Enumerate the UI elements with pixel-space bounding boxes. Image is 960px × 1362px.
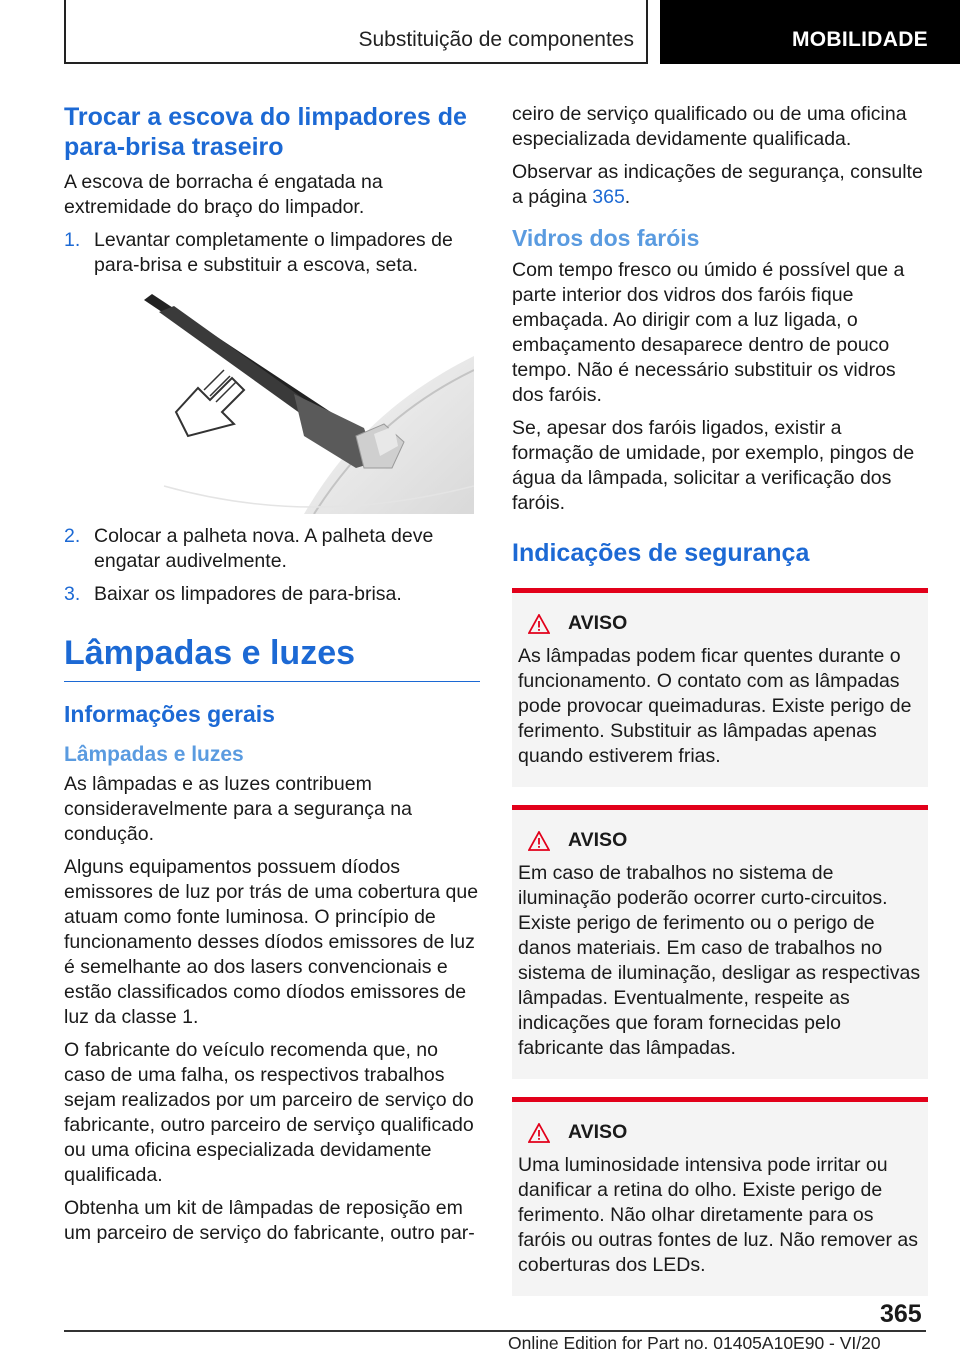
step-item <box>64 228 480 278</box>
warning-text: As lâmpadas podem ficar quentes durante o funcionamento. O contato com as lâmpadas pode provocar queimaduras. Existe perigo de ferimento. Substituir as lâmpadas apenas quando estiverem frias. <box>518 645 912 767</box>
sub-sub-heading: Lâmpadas e luzes <box>64 743 244 766</box>
paragraph: ceiro de serviço qualificado ou de uma oficina especializada devidamente qualificada. <box>512 103 907 150</box>
section-tab <box>660 0 960 64</box>
warning-box <box>512 1097 928 1296</box>
step-number: 2. <box>64 525 81 547</box>
warning-label: AVISO <box>568 612 628 634</box>
section-label: MOBILIDADE <box>792 28 928 51</box>
paragraph: As lâmpadas e as luzes contribuem consideravelmente para a segurança na condução. <box>64 773 412 845</box>
step-item <box>64 582 480 607</box>
warning-title <box>528 828 922 853</box>
safety-reference <box>512 160 928 210</box>
edition-text: Online Edition for Part no. 01405A10E90 - VI/20 <box>508 1333 881 1353</box>
warning-label: AVISO <box>568 829 628 851</box>
main-heading: Lâmpadas e luzes <box>64 633 480 682</box>
warning-title <box>528 611 922 636</box>
left-column <box>64 102 480 1254</box>
step-number: 1. <box>64 229 81 251</box>
step-text: Levantar completamente o limpadores de para-brisa e substituir a escova, seta. <box>94 229 453 276</box>
chapter-header <box>64 0 648 64</box>
paragraph: Se, apesar dos faróis ligados, existir a formação de umidade, por exemplo, pingos de água da lâmpada, solicitar a verificação dos faróis. <box>512 417 915 514</box>
safety-heading: Indicações de segurança <box>512 539 810 567</box>
paragraph: Alguns equipamentos possuem díodos emissores de luz por trás de uma cobertura que atuam como fonte luminosa. O princípio de funcionamento desses díodos emissores de luz é semelhante ao dos lasers convencionais e estão classificados como díodos emissores de luz da classe 1. <box>64 856 479 1028</box>
footer-divider <box>64 1330 926 1332</box>
sub-heading: Informações gerais <box>64 701 275 727</box>
right-column <box>512 102 928 1314</box>
warning-text: Em caso de trabalhos no sistema de iluminação poderão ocorrer curto-circuitos. Existe perigo de ferimento ou o perigo de danos materiais. Em caso de trabalhos no sistema de iluminação, desligar as respectivas lâmpadas. Eventualmente, respeite as indicações que foram fornecidas pelo fabricante das lâmpadas. <box>518 862 921 1059</box>
step-number: 3. <box>64 583 81 605</box>
safety-ref-text: Observar as indicações de segurança, consulte a página <box>512 161 923 208</box>
warning-text: Uma luminosidade intensiva pode irritar ou danificar a retina do olho. Existe perigo de ferimento. Não olhar diretamente para os faróis ou outras fontes de luz. Não remover as coberturas dos LEDs. <box>518 1154 918 1276</box>
warning-label: AVISO <box>568 1121 628 1143</box>
warning-box <box>512 588 928 787</box>
headlight-heading: Vidros dos faróis <box>512 225 700 251</box>
warning-triangle-icon <box>528 1123 550 1143</box>
paragraph: Com tempo fresco ou úmido é possível que a parte interior dos vidros dos faróis fique embaçada. Ao dirigir com a luz ligada, o embaçamento desaparece dentro de pouco tempo. Não é necessário substituir os vidros dos faróis. <box>512 259 905 406</box>
warning-title <box>528 1120 922 1145</box>
paragraph: Obtenha um kit de lâmpadas de reposição em um parceiro de serviço do fabricante, outro par- <box>64 1197 475 1244</box>
warning-box <box>512 805 928 1079</box>
wiper-illustration <box>64 286 474 514</box>
step-text: Colocar a palheta nova. A palheta deve engatar audivelmente. <box>94 525 434 572</box>
safety-ref-end: . <box>624 186 631 208</box>
page-number: 365 <box>880 1300 922 1328</box>
paragraph: O fabricante do veículo recomenda que, no caso de uma falha, os respectivos trabalhos sejam realizados por um parceiro de serviço do fabricante, outro parceiro de serviço qualificado ou uma oficina especializada devidamente qualificada. <box>64 1039 474 1186</box>
wiper-intro: A escova de borracha é engatada na extremidade do braço do limpador. <box>64 171 383 218</box>
page-link[interactable]: 365 <box>592 186 625 208</box>
warning-triangle-icon <box>528 614 550 634</box>
warning-triangle-icon <box>528 831 550 851</box>
chapter-title: Substituição de componentes <box>358 28 634 51</box>
wiper-heading: Trocar a escova do limpadores de para-brisa traseiro <box>64 103 467 161</box>
step-item <box>64 524 480 574</box>
step-text: Baixar os limpadores de para-brisa. <box>94 583 402 605</box>
